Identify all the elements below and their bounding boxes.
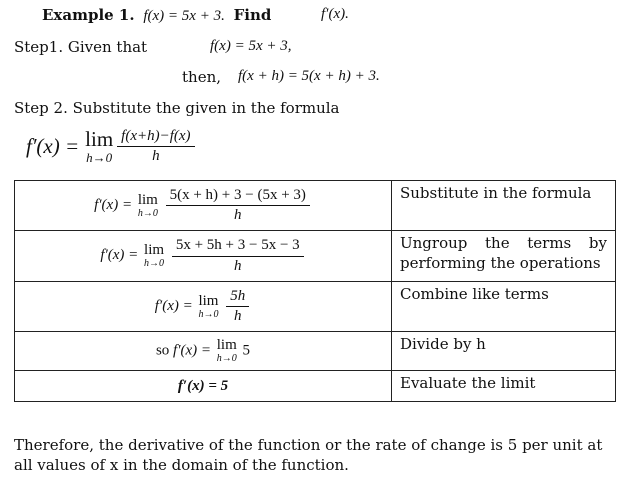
step1-then-expr: f(x + h) = 5(x + h) + 3.	[238, 68, 380, 84]
row1-limit	[138, 193, 158, 219]
row3-denominator: h	[233, 308, 242, 324]
row3-fraction	[226, 288, 249, 326]
step-description	[392, 332, 616, 371]
steps-table	[14, 180, 616, 402]
step-description	[392, 231, 616, 282]
step-description	[392, 282, 616, 332]
derivative-definition	[26, 128, 197, 166]
row3-lhs: f′(x) =	[154, 297, 193, 314]
row4-limit	[217, 338, 237, 364]
step-description	[392, 181, 616, 231]
row4-lim-sub: h→0	[216, 353, 237, 364]
step-equation	[15, 282, 392, 332]
formula-denominator: h	[152, 148, 160, 165]
table-row	[15, 181, 616, 231]
table-row	[15, 282, 616, 332]
formula-fraction	[117, 128, 194, 166]
table-row	[15, 371, 616, 402]
row5-result: f′(x) = 5	[177, 377, 229, 394]
conclusion	[14, 435, 602, 475]
step1-label: Step1. Given that	[14, 38, 148, 56]
row1-numerator: 5(x + h) + 3 − (5x + 3)	[166, 187, 310, 206]
row2-fraction	[172, 237, 304, 275]
table-row	[15, 231, 616, 282]
conclusion-line2: all values of x in the domain of the function.	[14, 456, 349, 474]
step2-label: Step 2. Substitute the given in the formula	[14, 99, 340, 117]
step-description	[392, 371, 616, 402]
table-row	[15, 332, 616, 371]
row2-description-line2: performing the operations	[400, 254, 601, 273]
formula-lhs: f′(x) =	[26, 134, 80, 159]
row3-numerator: 5h	[226, 288, 249, 307]
row1-lim-word: lim	[137, 191, 158, 208]
row4-prefix: so	[155, 342, 170, 359]
conclusion-line1: Therefore, the derivative of the function or the rate of change is 5 per unit at	[14, 436, 603, 454]
row5-description: Evaluate the limit	[400, 374, 536, 392]
row3-lim-sub: h→0	[198, 308, 219, 320]
row1-lim-sub: h→0	[137, 207, 158, 219]
find-label: Find	[233, 6, 272, 24]
row4-lim-word: lim	[216, 337, 237, 353]
row2-description-line1: Ungroup the terms by	[400, 234, 607, 252]
formula-numerator: f(x+h)−f(x)	[117, 128, 194, 147]
row3-lim-word: lim	[198, 292, 219, 309]
example-function: f(x) = 5x + 3.	[143, 8, 225, 24]
step-equation	[15, 371, 392, 402]
row3-limit	[198, 294, 218, 320]
row1-lhs: f′(x) =	[94, 196, 133, 213]
row2-denominator: h	[233, 257, 242, 274]
row2-lim-sub: h→0	[144, 258, 165, 269]
row4-value: 5	[242, 342, 251, 359]
row2-lim-word: lim	[144, 242, 165, 258]
formula-lim-sub: h→0	[86, 150, 113, 166]
step-equation	[15, 181, 392, 231]
step1-then-label: then,	[182, 68, 221, 86]
step-equation	[15, 332, 392, 371]
row2-lhs: f′(x) =	[100, 247, 139, 264]
row1-description: Substitute in the formula	[400, 184, 592, 202]
find-target: f′(x).	[321, 6, 349, 22]
formula-limit	[85, 129, 113, 164]
example-label: Example 1.	[42, 6, 135, 24]
example-heading	[42, 6, 271, 25]
row2-limit	[144, 243, 164, 269]
row3-description: Combine like terms	[400, 285, 549, 303]
row1-denominator: h	[233, 207, 242, 223]
formula-lim-word: lim	[85, 127, 114, 152]
row4-description: Divide by h	[400, 335, 486, 353]
row1-fraction	[166, 187, 310, 225]
row2-numerator: 5x + 5h + 3 − 5x − 3	[172, 237, 304, 256]
step-equation	[15, 231, 392, 282]
row4-lhs: f′(x) =	[173, 342, 212, 359]
step1-given: f(x) = 5x + 3,	[210, 38, 292, 54]
